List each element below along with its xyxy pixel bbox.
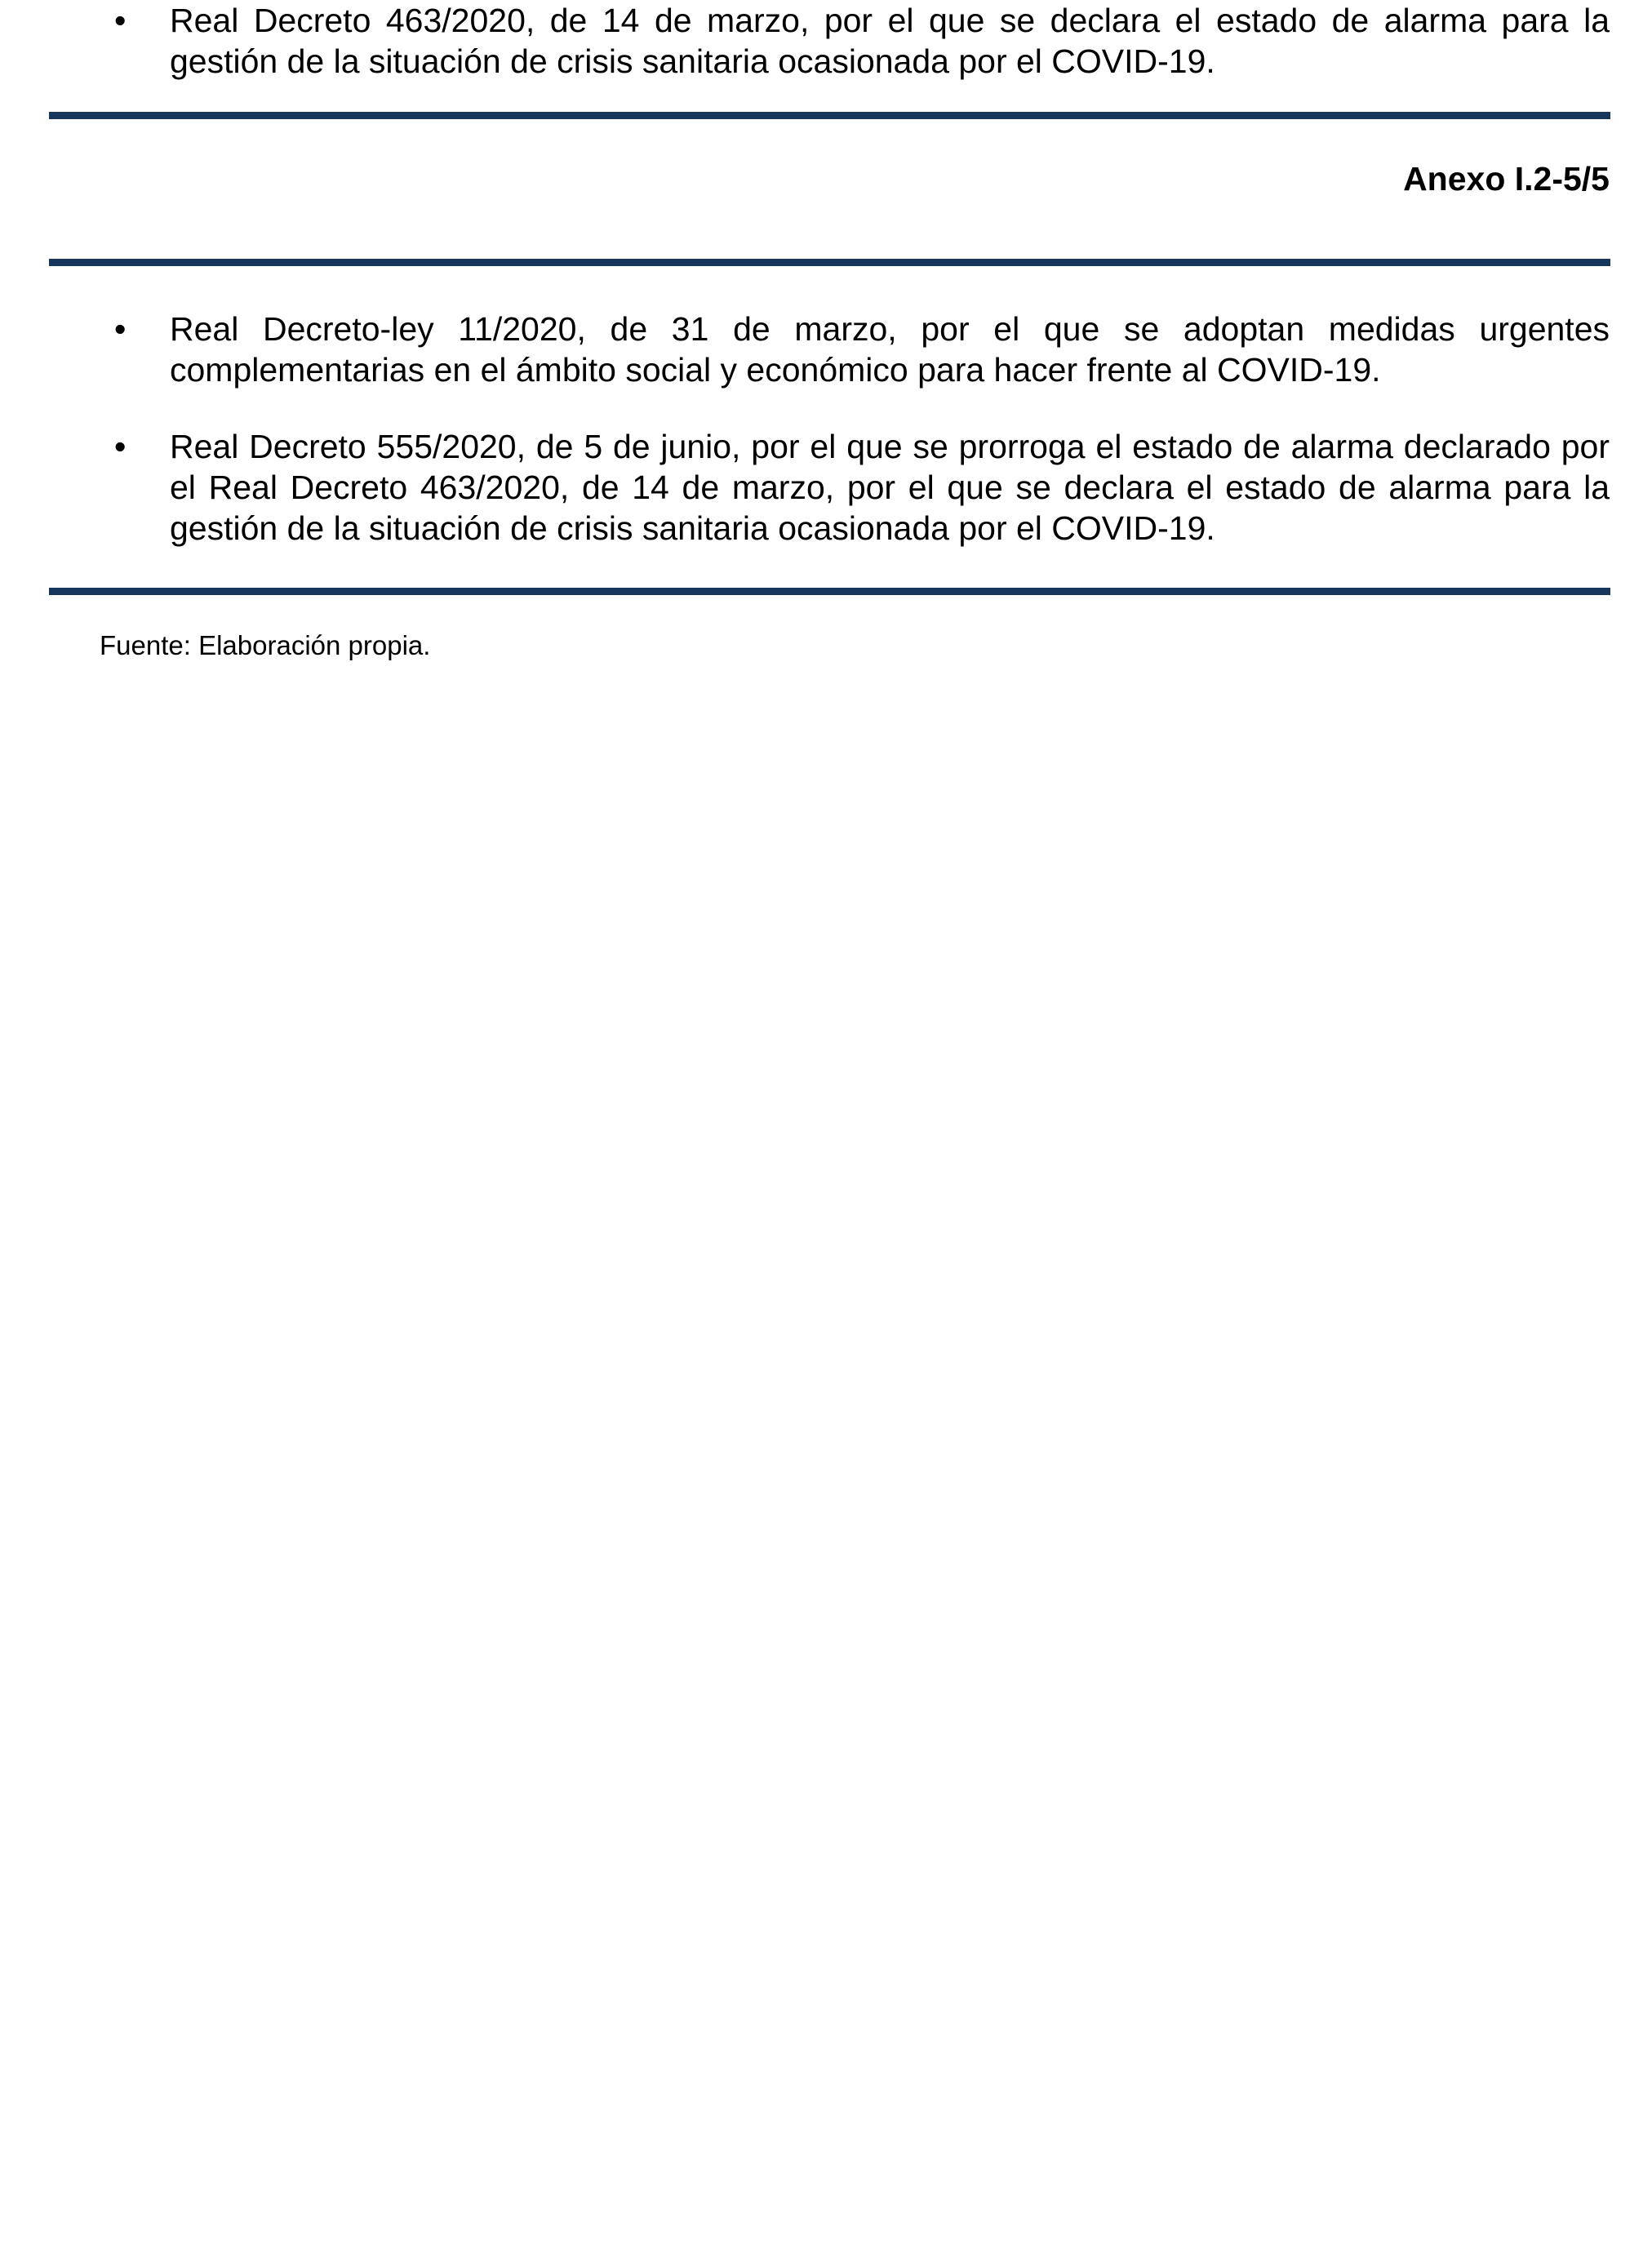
- source-note: Fuente: Elaboración propia.: [100, 630, 431, 660]
- annex-heading: Anexo I.2-5/5: [1403, 160, 1610, 198]
- list-item-text: Real Decreto 555/2020, de 5 de junio, por el que se prorroga el estado de alarma declarado por el Real Decreto 463/2020, de 14 de marzo, por el que se declara el estado de alarma para la gestión de la situación de crisis sanitaria ocasionada por el COVID-19.: [170, 428, 1610, 547]
- section-divider-bottom: [49, 588, 1610, 595]
- list-item: [114, 426, 1610, 549]
- bullet-icon: •: [114, 310, 127, 348]
- list-item-text: Real Decreto 463/2020, de 14 de marzo, por el que se declara el estado de alarma para la gestión de la situación de crisis sanitaria ocasionada por el COVID-19.: [170, 2, 1610, 80]
- section-divider-middle: [49, 259, 1610, 266]
- section-divider-top: [49, 112, 1610, 119]
- main-bullet-list: [114, 309, 1610, 549]
- list-item: [114, 0, 1610, 82]
- list-item-text: Real Decreto-ley 11/2020, de 31 de marzo, por el que se adoptan medidas urgentes complementarias en el ámbito social y económico para hacer frente al COVID-19.: [170, 310, 1610, 389]
- top-bullet-list: [114, 0, 1610, 82]
- bullet-icon: •: [114, 2, 127, 39]
- bullet-icon: •: [114, 428, 127, 465]
- list-item: [114, 309, 1610, 390]
